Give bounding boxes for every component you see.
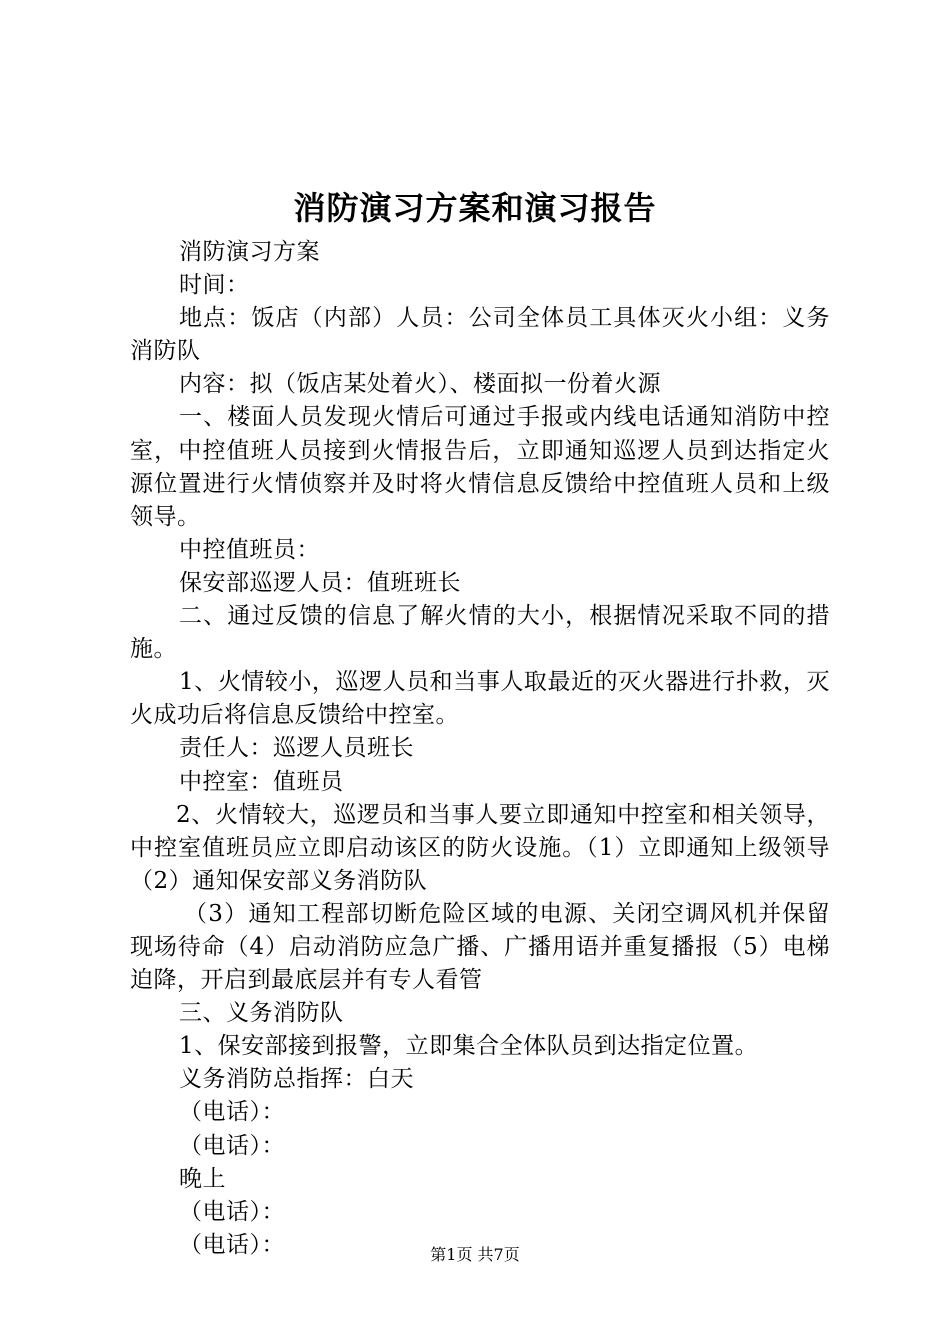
paragraph: 地点：饭店（内部）人员：公司全体员工具体灭火小组：义务消防队	[130, 305, 830, 365]
paragraph: 二、通过反馈的信息了解火情的大小，根据情况采取不同的措施。	[130, 603, 830, 663]
paragraph: 内容：拟（饭店某处着火）、楼面拟一份着火源	[179, 371, 661, 398]
paragraph: 保安部巡逻人员：值班班长	[179, 569, 461, 596]
paragraph: 责任人：巡逻人员班长	[179, 735, 414, 762]
paragraph: 三、义务消防队	[179, 1000, 344, 1027]
document-title: 消防演习方案和演习报告	[293, 189, 657, 227]
paragraph: 1、保安部接到报警，立即集合全体队员到达指定位置。	[179, 1033, 759, 1060]
paragraph: 1、火情较小，巡逻人员和当事人取最近的灭火器进行扑救，灭火成功后将信息反馈给中控室。	[130, 669, 830, 729]
paragraph: （电话）：	[179, 1132, 285, 1159]
paragraph: 晚上	[179, 1165, 226, 1192]
paragraph: 中控值班员：	[179, 536, 320, 563]
paragraph: （3）通知工程部切断危险区域的电源、关闭空调风机并保留现场待命（4）启动消防应急广播、广播用语并重复播报（5）电梯迫降，开启到最底层并有专人看管	[130, 900, 830, 994]
paragraph: 时间：	[179, 272, 250, 299]
paragraph: 一、楼面人员发现火情后可通过手报或内线电话通知消防中控室，中控值班人员接到火情报告后，立即通知巡逻人员到达指定火源位置进行火情侦察并及时将火情信息反馈给中控值班人员和上级领导。	[130, 404, 830, 530]
paragraph: （电话）：	[179, 1198, 285, 1225]
page-number-footer: 第1页 共7页	[430, 1245, 520, 1264]
document-body	[130, 236, 830, 1262]
paragraph: 消防演习方案	[179, 239, 320, 265]
paragraph: 义务消防总指挥：白天	[179, 1066, 414, 1093]
paragraph: （电话）：	[179, 1231, 285, 1258]
paragraph: 2、火情较大，巡逻员和当事人要立即通知中控室和相关领导，中控室值班员应立即启动该区的防火设施。（1）立即通知上级领导（2）通知保安部义务消防队	[130, 801, 830, 894]
paragraph: （电话）：	[179, 1099, 285, 1126]
paragraph: 中控室：值班员	[179, 768, 344, 795]
